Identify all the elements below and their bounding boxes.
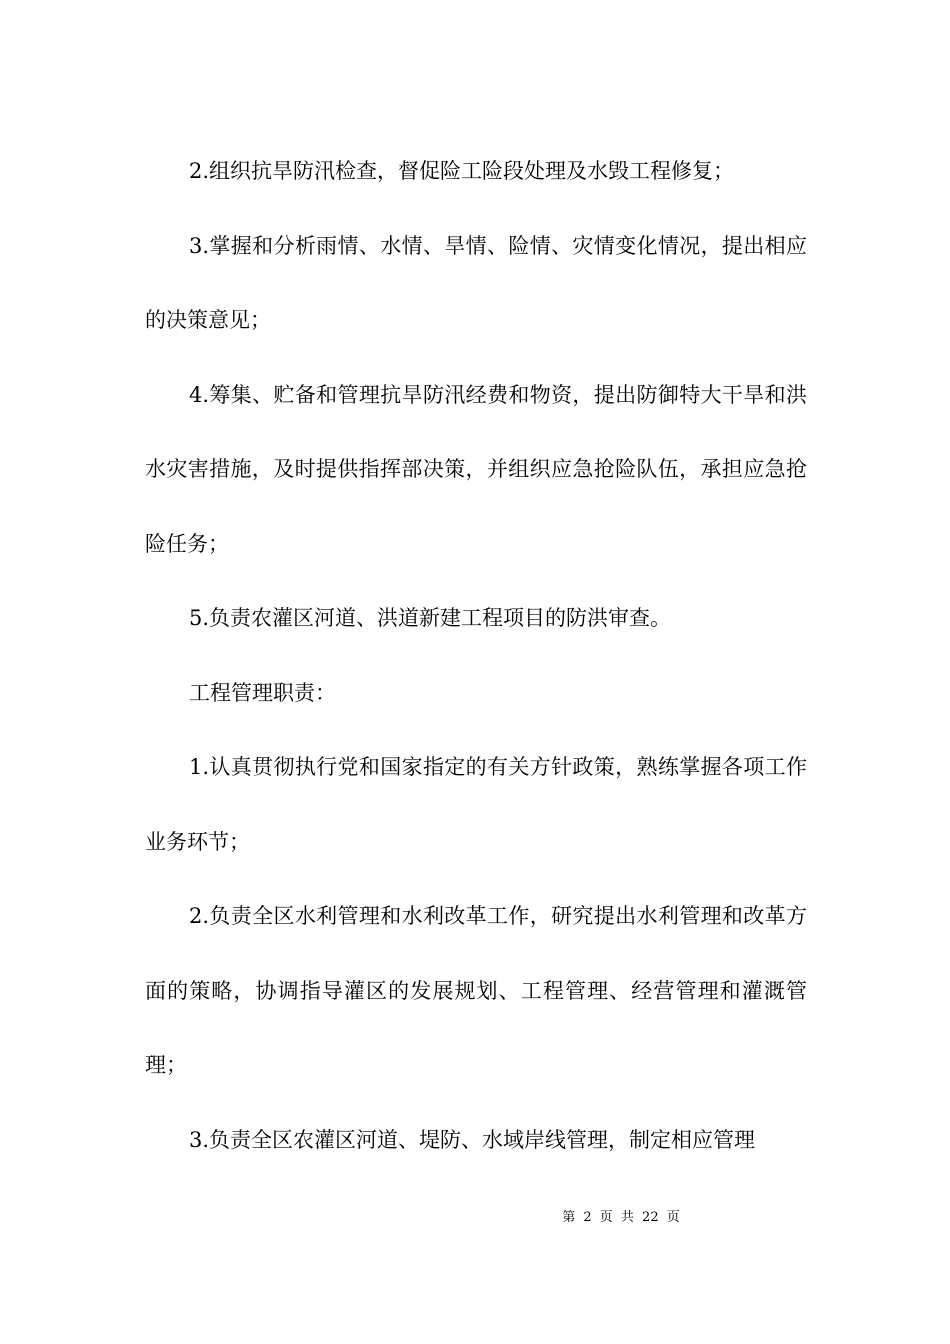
paragraph-water-management-reform: 2.负责全区水利管理和水利改革工作，研究提出水利管理和改革方面的策略，协调指导灌区的发展规划、工程管理、经营管理和灌溉管理；: [145, 904, 807, 1077]
paragraph-river-embankment-management: 3.负责全区农灌区河道、堤防、水域岸线管理，制定相应管理: [189, 1127, 756, 1152]
paragraph-implement-policies: 1.认真贯彻执行党和国家指定的有关方针政策，熟练掌握各项工作业务环节；: [145, 755, 807, 854]
page-number-footer: 第 2 页 共 22 页: [562, 1210, 680, 1225]
section-heading-engineering-duties: 工程管理职责：: [189, 680, 336, 705]
paragraph-situation-analysis: 3.掌握和分析雨情、水情、旱情、险情、灾情变化情况，提出相应的决策意见；: [145, 233, 807, 332]
document-body: [145, 134, 807, 1177]
paragraph-funds-materials: 4.筹集、贮备和管理抗旱防汛经费和物资，提出防御特大干旱和洪水灾害措施，及时提供指挥部决策，并组织应急抢险队伍，承担应急抢险任务；: [145, 382, 807, 556]
paragraph-flood-review: 5.负责农灌区河道、洪道新建工程项目的防洪审查。: [189, 606, 672, 630]
paragraph-flood-inspection: 2.组织抗旱防汛检查，督促险工险段处理及水毁工程修复；: [189, 159, 735, 183]
